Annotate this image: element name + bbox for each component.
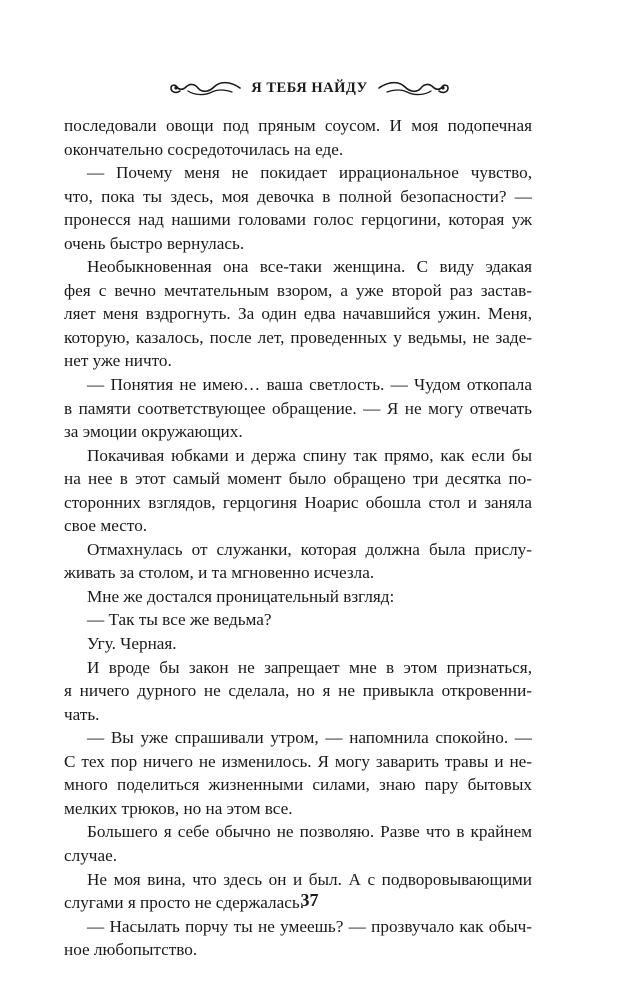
- running-header: [0, 72, 619, 104]
- text-line: Угу. Черная.: [87, 634, 177, 654]
- text-line: окончательно сосредоточилась на еде.: [64, 139, 344, 159]
- text-line: что, пока ты здесь, моя девочка в полной безопасности? —: [64, 186, 532, 206]
- text-line: И вроде бы закон не запрещает мне в этом признаться,: [87, 657, 532, 677]
- text-line: Большего я себе обычно не позволяю. Разве что в крайнем: [87, 822, 532, 842]
- text-line: Покачивая юбками и держа спину так прямо, как если бы: [87, 445, 532, 465]
- text-line: — Почему меня не покидает иррациональное чувство,: [87, 163, 532, 183]
- text-line: ляет меня вздрогнуть. За один едва начавшийся ужин. Меня,: [64, 304, 532, 324]
- text-line: я ничего дурного не сделала, но я не привыкла откровенни-: [64, 681, 532, 701]
- left-flourish-icon: [168, 77, 242, 99]
- text-line: ное любопытство.: [64, 940, 198, 960]
- text-line: мелких трюков, но на этом все.: [64, 798, 293, 818]
- text-line: нет уже ничто.: [64, 351, 172, 371]
- running-title: Я ТЕБЯ НАЙДУ: [251, 79, 368, 96]
- text-line: — Понятия не имею… ваша светлость. — Чудом откопала: [87, 375, 532, 395]
- text-line: Необыкновенная она все-таки женщина. С виду эдакая: [87, 257, 532, 277]
- text-line: фея с вечно мечтательным взором, а уже второй раз застав-: [64, 280, 532, 300]
- text-line: последовали овощи под пряным соусом. И моя подопечная: [64, 116, 532, 135]
- text-line: очень быстро вернулась.: [64, 233, 245, 253]
- body-text: [64, 114, 532, 962]
- text-line: слугами я просто не сдержалась.: [64, 893, 305, 913]
- text-line: живать за столом, и та мгновенно исчезла.: [64, 563, 375, 583]
- text-line: свое место.: [64, 516, 148, 536]
- text-line: случае.: [64, 845, 117, 865]
- text-line: сторонних взглядов, герцогиня Ноарис обошла стол и заняла: [64, 492, 532, 512]
- text-line: в памяти соответствующее обращение. — Я не могу отвечать: [64, 398, 532, 418]
- text-line: пронесся над нашими головами голос герцогини, которая уж: [64, 210, 532, 230]
- text-line: много поделиться жизненными силами, знаю пару бытовых: [64, 775, 532, 795]
- text-line: Отмахнулась от служанки, которая должна была прислу-: [87, 539, 532, 559]
- text-line: которую, казалось, после лет, проведенных у ведьмы, не задe-: [64, 327, 532, 347]
- text-line: чать.: [64, 704, 100, 724]
- text-line: на нее в этот самый момент было обращено три десятка по-: [64, 469, 532, 489]
- text-line: Не моя вина, что здесь он и был. А с подворовывающими: [87, 869, 532, 889]
- text-line: за эмоции окружающих.: [64, 422, 243, 442]
- right-flourish-icon: [377, 77, 451, 99]
- text-line: — Так ты все же ведьма?: [87, 610, 272, 630]
- text-line: С тех пор ничего не изменилось. Я могу заварить травы и не-: [64, 751, 532, 771]
- text-line: — Вы уже спрашивали утром, — напомнила спокойно. —: [87, 728, 532, 748]
- text-line: — Насылать порчу ты не умеешь? — прозвучало как обыч-: [87, 916, 532, 936]
- text-line: Мне же достался проницательный взгляд:: [87, 586, 395, 606]
- page-number: 37: [300, 890, 319, 910]
